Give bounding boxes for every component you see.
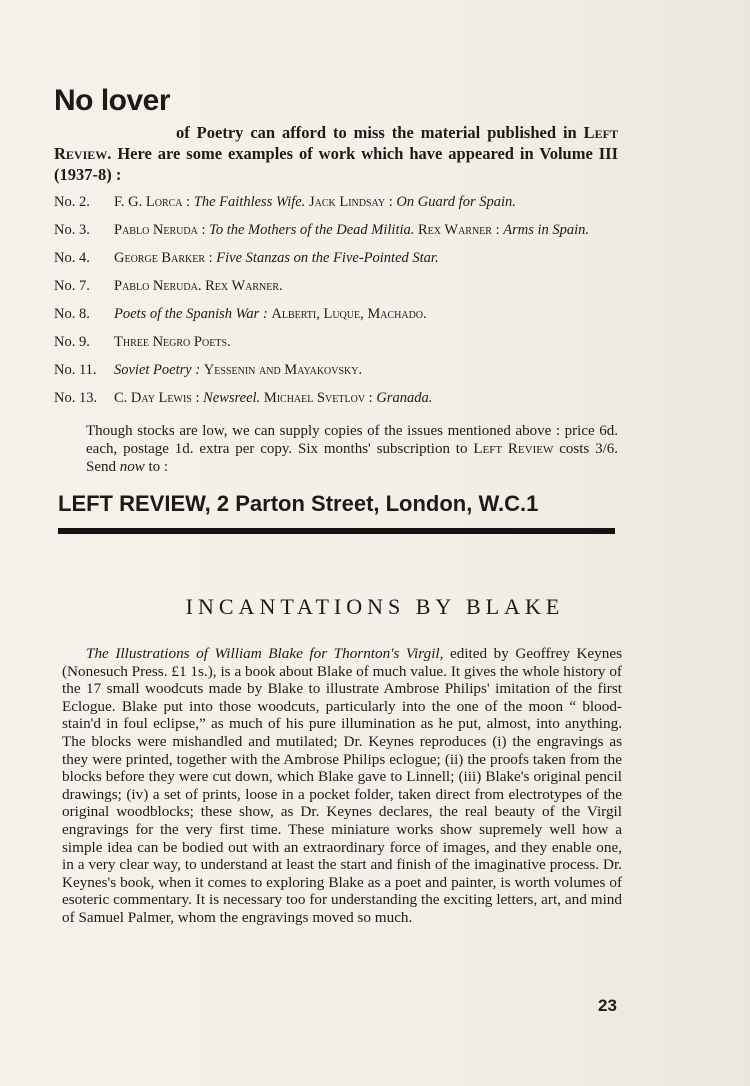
issue-number: No. 8. — [54, 306, 90, 322]
author-name: Yessenin and Mayakovsky. — [203, 362, 363, 378]
author-name: George Barker — [114, 250, 205, 266]
notice-text-3: to : — [144, 459, 169, 475]
work-title: Soviet Poetry : — [114, 362, 201, 378]
issue-item — [54, 193, 624, 211]
headline: No lover — [54, 84, 171, 117]
separator: : — [182, 194, 194, 210]
issue-item — [54, 277, 624, 295]
author-name: Pablo Neruda — [114, 222, 198, 238]
book-title: The Illustrations of William Blake for Thornton's Virgil, — [86, 645, 444, 662]
notice-brand: Left Review — [473, 441, 554, 457]
article-title: INCANTATIONS BY BLAKE — [185, 594, 565, 619]
work-title: The Faithless Wife. — [193, 194, 306, 210]
separator: : — [205, 250, 217, 266]
notice-text-2: costs 3/6. Send — [86, 441, 618, 475]
work-title: Five Stanzas on the Five-Pointed Star. — [216, 250, 439, 266]
issue-number: No. 7. — [54, 278, 90, 294]
author-name: Michael Svetlov — [263, 390, 366, 406]
issue-number: No. 11. — [54, 362, 97, 378]
separator: : — [365, 390, 377, 406]
author-name: Three Negro Poets. — [114, 334, 231, 350]
issue-item — [54, 249, 624, 267]
author-name: Jack Lindsay — [308, 194, 386, 210]
divider-rule — [58, 528, 615, 534]
issue-item — [54, 221, 624, 239]
author-name: Alberti, Luque, Machado. — [271, 306, 427, 322]
issue-contents — [114, 361, 624, 379]
issue-contents — [114, 249, 624, 267]
issue-list — [54, 193, 624, 417]
separator: : — [491, 222, 504, 238]
intro-text-1: of Poetry can afford to miss the material published in — [176, 123, 577, 142]
notice-now: now — [119, 459, 145, 475]
work-title: Newsreel. — [203, 390, 261, 406]
issue-item — [54, 305, 624, 323]
issue-number: No. 9. — [54, 334, 90, 350]
issue-contents — [114, 277, 624, 295]
article-text: edited by Geoffrey Keynes (Nonesuch Press. £1 1s.), is a book about Blake of much value. It gives the whole history of the 17 small woodcuts made by Blake to illustrate Ambrose Philips' imitation of the first Eclogue. Blake put into those woodcuts, particularly into the one of the moon “ blood-stain'd in foul eclipse,” as much of his pure illumination as he put, almost, into anything. The blocks were mishandled and mutilated; Dr. Keynes reproduces (i) the engravings as they were printed, together with the Ambrose Philips eclogue; (ii) the proofs taken from the blocks before they were cut down, which Blake gave to Linnell; (iii) Blake's original pencil drawings; (iv) a set of prints, loose in a pocket folder, taken direct from electrotypes of the original woodblocks; these show, as Dr. Keynes declares, the real beauty of the Virgil engravings for the very first time. These miniature works show supremely well how a simple idea can be bodied out with an extraordinary force of images, and they enable one, in a very clear way, to understand at least the start and finish of the imaginative process. Dr. Keynes's book, when it comes to exploring Blake as a poet and painter, is worth volumes of esoteric commentary. It is necessary too for understanding the exciting letters, art, and mind of Samuel Palmer, whom the engravings moved so much. — [62, 645, 622, 926]
notice-paragraph — [86, 422, 618, 476]
publisher-address: LEFT REVIEW, 2 Parton Street, London, W.C.1 — [58, 491, 539, 516]
separator: : — [385, 194, 397, 210]
issue-item — [54, 361, 624, 379]
work-title: On Guard for Spain. — [396, 194, 516, 210]
author-name: F. G. Lorca — [114, 194, 183, 210]
issue-number: No. 4. — [54, 250, 90, 266]
work-title: Poets of the Spanish War : — [114, 306, 268, 322]
author-name: Rex Warner — [418, 222, 492, 238]
work-title: Granada. — [376, 390, 433, 406]
separator: : — [191, 390, 204, 406]
issue-contents — [114, 389, 624, 407]
page-number: 23 — [598, 996, 617, 1015]
issue-item — [54, 333, 624, 351]
intro-paragraph — [54, 122, 618, 185]
separator: : — [197, 222, 210, 238]
issue-number: No. 13. — [54, 390, 98, 406]
issue-contents — [114, 193, 624, 211]
issue-item — [54, 389, 624, 407]
work-title: Arms in Spain. — [503, 222, 590, 238]
author-name: C. Day Lewis — [114, 390, 192, 406]
issue-contents — [114, 305, 624, 323]
author-name: Pablo Neruda. — [114, 278, 202, 294]
intro-text-2: . Here are some examples of work which have appeared in Volume III (1937-8) : — [54, 144, 618, 184]
issue-contents — [114, 221, 624, 239]
notice-text-1: Though stocks are low, we can supply copies of the issues mentioned above : price 6d. each, postage 1d. extra per copy. Six months' subscription to — [86, 423, 618, 457]
author-name: Rex Warner. — [205, 278, 283, 294]
issue-number: No. 2. — [54, 194, 90, 210]
work-title: To the Mothers of the Dead Militia. — [209, 222, 415, 238]
issue-contents — [114, 333, 624, 351]
issue-number: No. 3. — [54, 222, 90, 238]
article-body — [62, 645, 622, 927]
intro-brand: Left Review — [54, 123, 619, 163]
